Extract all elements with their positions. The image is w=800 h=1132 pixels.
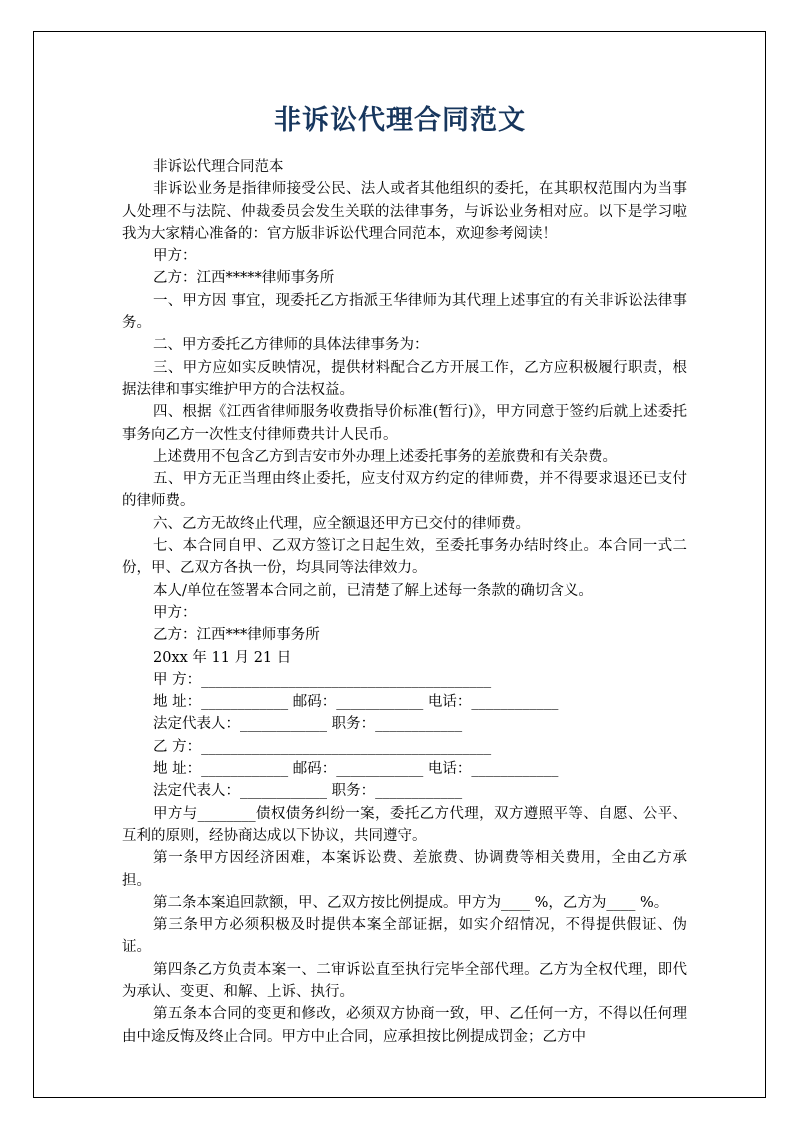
paragraph: 六、乙方无故终止代理，应全额退还甲方已交付的律师费。 xyxy=(153,515,530,532)
document-body xyxy=(122,156,687,1048)
form-line-representative: 法定代表人：____________ 职务：____________ xyxy=(153,783,463,800)
paragraph: 上述费用不包含乙方到吉安市外办理上述委托事务的差旅费和有关杂费。 xyxy=(153,448,617,465)
paragraph: 四、根据《江西省律师服务收费指导价标准(暂行)》，甲方同意于签约后就上述委托事务向乙方一次性支付律师费共计人民币。 xyxy=(122,404,687,443)
form-line-party-b: 乙 方：________________________________________ xyxy=(153,738,492,755)
form-line-representative: 法定代表人：____________ 职务：____________ xyxy=(153,716,463,733)
form-line-address: 地 址：____________ 邮码：____________ 电话：____________ xyxy=(153,761,559,778)
paragraph: 五、甲方无正当理由终止委托，应支付双方约定的律师费，并不得要求退还已支付的律师费。 xyxy=(122,471,687,510)
paragraph: 乙方：江西*****律师事务所 xyxy=(153,270,335,287)
paragraph: 甲方： xyxy=(153,248,197,265)
paragraph: 甲方与________债权债务纠纷一案，委托乙方代理，双方遵照平等、自愿、公平、互利的原则，经协商达成以下协议，共同遵守。 xyxy=(122,805,687,844)
clause-3: 第三条甲方必须积极及时提供本案全部证据，如实介绍情况，不得提供假证、伪证。 xyxy=(122,917,687,956)
paragraph: 三、甲方应如实反映情况，提供材料配合乙方开展工作，乙方应积极履行职责，根据法律和事实维护甲方的合法权益。 xyxy=(122,359,687,398)
paragraph: 乙方：江西***律师事务所 xyxy=(153,627,320,644)
clause-1: 第一条甲方因经济困难，本案诉讼费、差旅费、协调费等相关费用，全由乙方承担。 xyxy=(122,850,687,889)
paragraph: 甲方： xyxy=(153,604,197,621)
paragraph: 一、甲方因 事宜，现委托乙方指派王华律师为其代理上述事宜的有关非诉讼法律事务。 xyxy=(122,292,687,332)
paragraph: 非诉讼代理合同范本 xyxy=(153,159,284,175)
paragraph: 非诉讼业务是指律师接受公民、法人或者其他组织的委托，在其职权范围内为当事人处理不与法院、仲裁委员会发生关联的法律事务，与诉讼业务相对应。以下是学习啦我为大家精心准备的：官方版非诉讼代理合同范本，欢迎参考阅读！ xyxy=(122,181,687,242)
form-line-address: 地 址：____________ 邮码：____________ 电话：____________ xyxy=(153,694,559,711)
clause-4: 第四条乙方负责本案一、二审诉讼直至执行完毕全部代理。乙方为全权代理，即代为承认、变更、和解、上诉、执行。 xyxy=(122,961,687,1000)
signing-date: 20xx 年 11 月 21 日 xyxy=(153,649,292,666)
clause-5: 第五条本合同的变更和修改，必须双方协商一致，甲、乙任何一方，不得以任何理由中途反悔及终止合同。甲方中止合同，应承担按比例提成罚金；乙方中 xyxy=(122,1006,687,1045)
clause-2: 第二条本案追回款额，甲、乙双方按比例提成。甲方为____ %，乙方为____ %。 xyxy=(153,894,669,911)
paragraph: 七、本合同自甲、乙双方签订之日起生效，至委托事务办结时终止。本合同一式二份，甲、乙双方各执一份，均具同等法律效力。 xyxy=(122,538,687,577)
paragraph: 二、甲方委托乙方律师的具体法律事务为： xyxy=(153,337,429,354)
paragraph: 本人/单位在签署本合同之前，已清楚了解上述每一条款的确切含义。 xyxy=(153,582,593,599)
document-title: 非诉讼代理合同范文 xyxy=(274,105,526,136)
form-line-party-a: 甲 方：________________________________________ xyxy=(153,671,492,688)
